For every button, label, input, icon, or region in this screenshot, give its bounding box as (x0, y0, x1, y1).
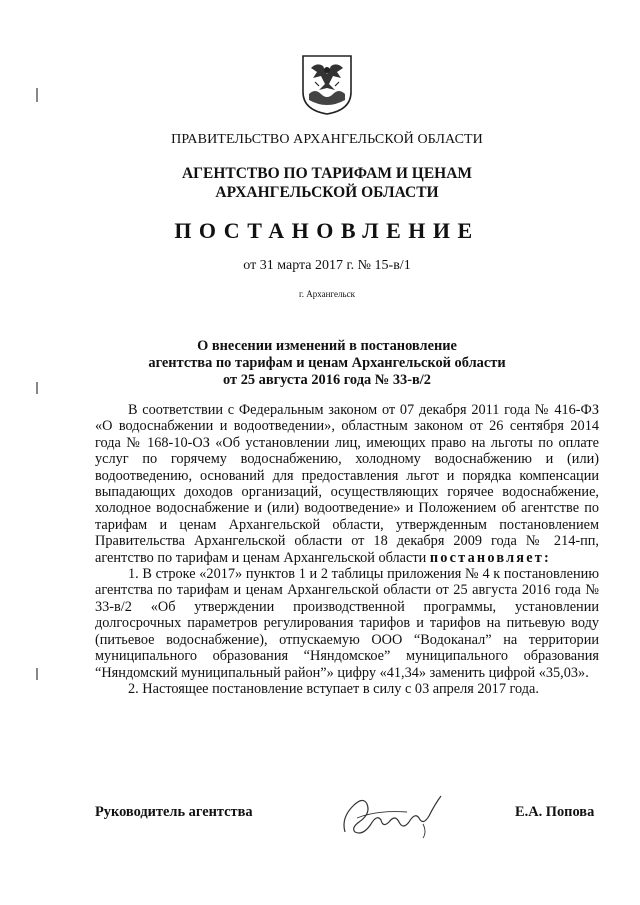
signatory-position: Руководитель агентства (95, 804, 253, 820)
coat-of-arms-emblem (301, 54, 353, 116)
document-city: г. Архангельск (299, 289, 355, 299)
subject-line1: О внесении изменений в постановление (197, 338, 457, 354)
subject-line2: агентства по тарифам и ценам Архангельской области (148, 355, 506, 371)
document-date-number: от 31 марта 2017 г. № 15-в/1 (243, 258, 411, 273)
signatory-name: Е.А. Попова (515, 804, 595, 820)
document-subject (0, 338, 640, 389)
body-paragraph-item2: 2. Настоящее постановление вступает в силу с 03 апреля 2017 года. (128, 680, 539, 697)
agency-name (0, 164, 640, 202)
subject-line3: от 25 августа 2016 года № 33-в/2 (223, 372, 431, 388)
resolves-keyword: постановляет: (429, 549, 551, 566)
agency-name-line1: АГЕНТСТВО ПО ТАРИФАМ И ЦЕНАМ (181, 165, 473, 182)
document-body (95, 402, 599, 697)
margin-mark (36, 88, 38, 102)
body-paragraph-preamble (95, 402, 599, 566)
margin-mark (36, 668, 38, 680)
body-paragraph-item1: 1. В строке «2017» пунктов 1 и 2 таблицы приложения № 4 к постановлению агентства по тарифам и ценам Архангельской области от 25 августа 2016 года № 33-в/2 «Об утверждении производственной программы, установлении долгосрочных параметров регулирования тарифов и тарифов на питьевую воду (питьевое водоснабжение), отпускаемую ООО “Водоканал” на территории муниципального образования “Няндомское” муниципального образования “Няндомский муниципальный район”» цифру «41,34» заменить цифрой «35,03». (95, 566, 599, 681)
agency-name-line2: АРХАНГЕЛЬСКОЙ ОБЛАСТИ (215, 184, 439, 201)
handwritten-signature (337, 788, 445, 842)
document-type: ПОСТАНОВЛЕНИЕ (174, 218, 480, 243)
margin-mark (36, 382, 38, 394)
government-name: ПРАВИТЕЛЬСТВО АРХАНГЕЛЬСКОЙ ОБЛАСТИ (171, 132, 483, 147)
preamble-text: В соответствии с Федеральным законом от 07 декабря 2011 года № 416-ФЗ «О водоснабжении и водоотведении», областным законом от 26 сентября 2014 года № 168-10-ОЗ «Об установлении лиц, имеющих право на льготы по оплате услуг по горячему водоснабжению, холодному водоснабжению и (или) водоотведению, оснований для предоставления льгот и порядка компенсации выпадающих доходов организаций, осуществляющих горячее водоснабжение, холодное водоснабжение и (или) водоотведение» и Положением об агентстве по тарифам и ценам Архангельской области, утвержденным постановлением Правительства Архангельской области от 18 декабря 2009 года № 214-пп, агентство по тарифам и ценам Архангельской области (95, 402, 599, 566)
